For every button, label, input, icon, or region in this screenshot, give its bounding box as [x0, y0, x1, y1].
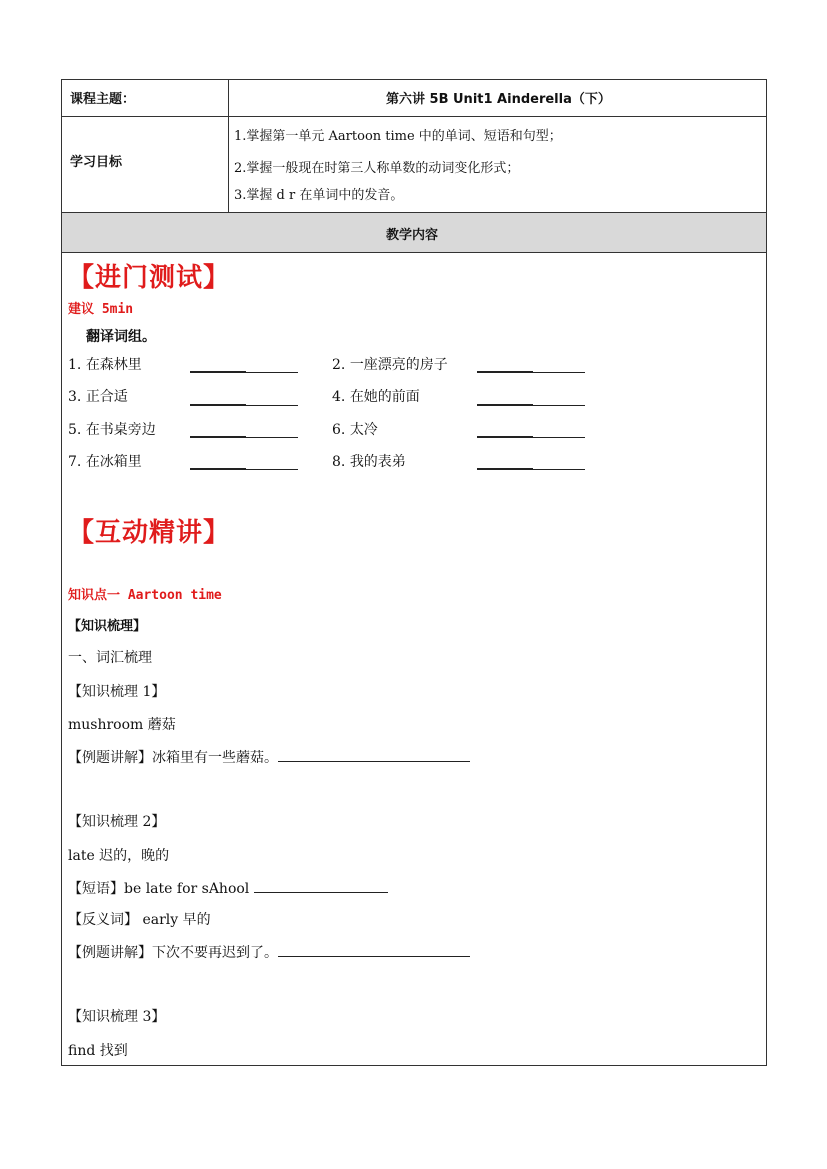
k1-word: mushroom 蘑菇 — [68, 717, 176, 733]
goal-1: 1.掌握第一单元 Aartoon time 中的单词、短语和句型； — [234, 129, 562, 144]
k2-example: 【例题讲解】下次不要再迟到了。 — [68, 942, 470, 962]
answer-blank-8[interactable] — [477, 469, 585, 470]
knowledge-sort-heading: 【知识梳理】 — [68, 619, 147, 634]
question-4: 4. 在她的前面 — [332, 389, 420, 405]
content-row — [62, 213, 766, 253]
lesson-sheet — [61, 79, 767, 1066]
answer-blank-7[interactable] — [190, 469, 298, 470]
section-title-interactive: 【互动精讲】 — [68, 518, 231, 548]
content-label: 教学内容 — [386, 228, 439, 243]
answer-blank-3[interactable] — [190, 405, 298, 406]
knowledge-2-heading: 【知识梳理 2】 — [68, 814, 166, 830]
topic-label: 课程主题： — [70, 92, 136, 107]
k3-word: find 找到 — [68, 1043, 128, 1059]
question-8: 8. 我的表弟 — [332, 454, 406, 470]
question-5: 5. 在书桌旁边 — [68, 422, 156, 438]
question-1: 1. 在森林里 — [68, 357, 142, 373]
column-divider — [228, 80, 229, 213]
goal-3: 3.掌握 d r 在单词中的发音。 — [234, 188, 404, 203]
knowledge-1-heading: 【知识梳理 1】 — [68, 684, 166, 700]
goal-2: 2.掌握一般现在时第三人称单数的动词变化形式； — [234, 161, 520, 176]
question-7: 7. 在冰箱里 — [68, 454, 142, 470]
topic-row — [62, 80, 766, 117]
vocab-heading: 一、词汇梳理 — [68, 650, 152, 666]
question-2: 2. 一座漂亮的房子 — [332, 357, 448, 373]
k2-antonym: 【反义词】 early 早的 — [68, 912, 211, 928]
knowledge-3-heading: 【知识梳理 3】 — [68, 1009, 166, 1025]
goal-row — [62, 117, 766, 213]
section-title-entrance-test: 【进门测试】 — [68, 263, 231, 293]
knowledge-point-title: 知识点一 Aartoon time — [68, 588, 222, 603]
goal-label: 学习目标 — [70, 155, 123, 170]
k1-answer-blank[interactable] — [278, 747, 470, 762]
k2-answer-blank[interactable] — [278, 942, 470, 957]
suggest-time: 建议 5min — [68, 302, 134, 317]
k2-phrase-blank[interactable] — [254, 878, 388, 893]
k2-phrase: 【短语】be late for sAhool — [68, 878, 388, 898]
task-instruction: 翻译词组。 — [86, 329, 156, 345]
answer-blank-1[interactable] — [190, 372, 298, 373]
answer-blank-2[interactable] — [477, 372, 585, 373]
k1-example: 【例题讲解】冰箱里有一些蘑菇。 — [68, 747, 470, 767]
question-6: 6. 太冷 — [332, 422, 378, 438]
question-3: 3. 正合适 — [68, 389, 128, 405]
answer-blank-6[interactable] — [477, 437, 585, 438]
answer-blank-4[interactable] — [477, 405, 585, 406]
k2-word: late 迟的，晚的 — [68, 848, 170, 864]
topic-value: 第六讲 5B Unit1 Ainderella（下） — [386, 92, 611, 107]
answer-blank-5[interactable] — [190, 437, 298, 438]
